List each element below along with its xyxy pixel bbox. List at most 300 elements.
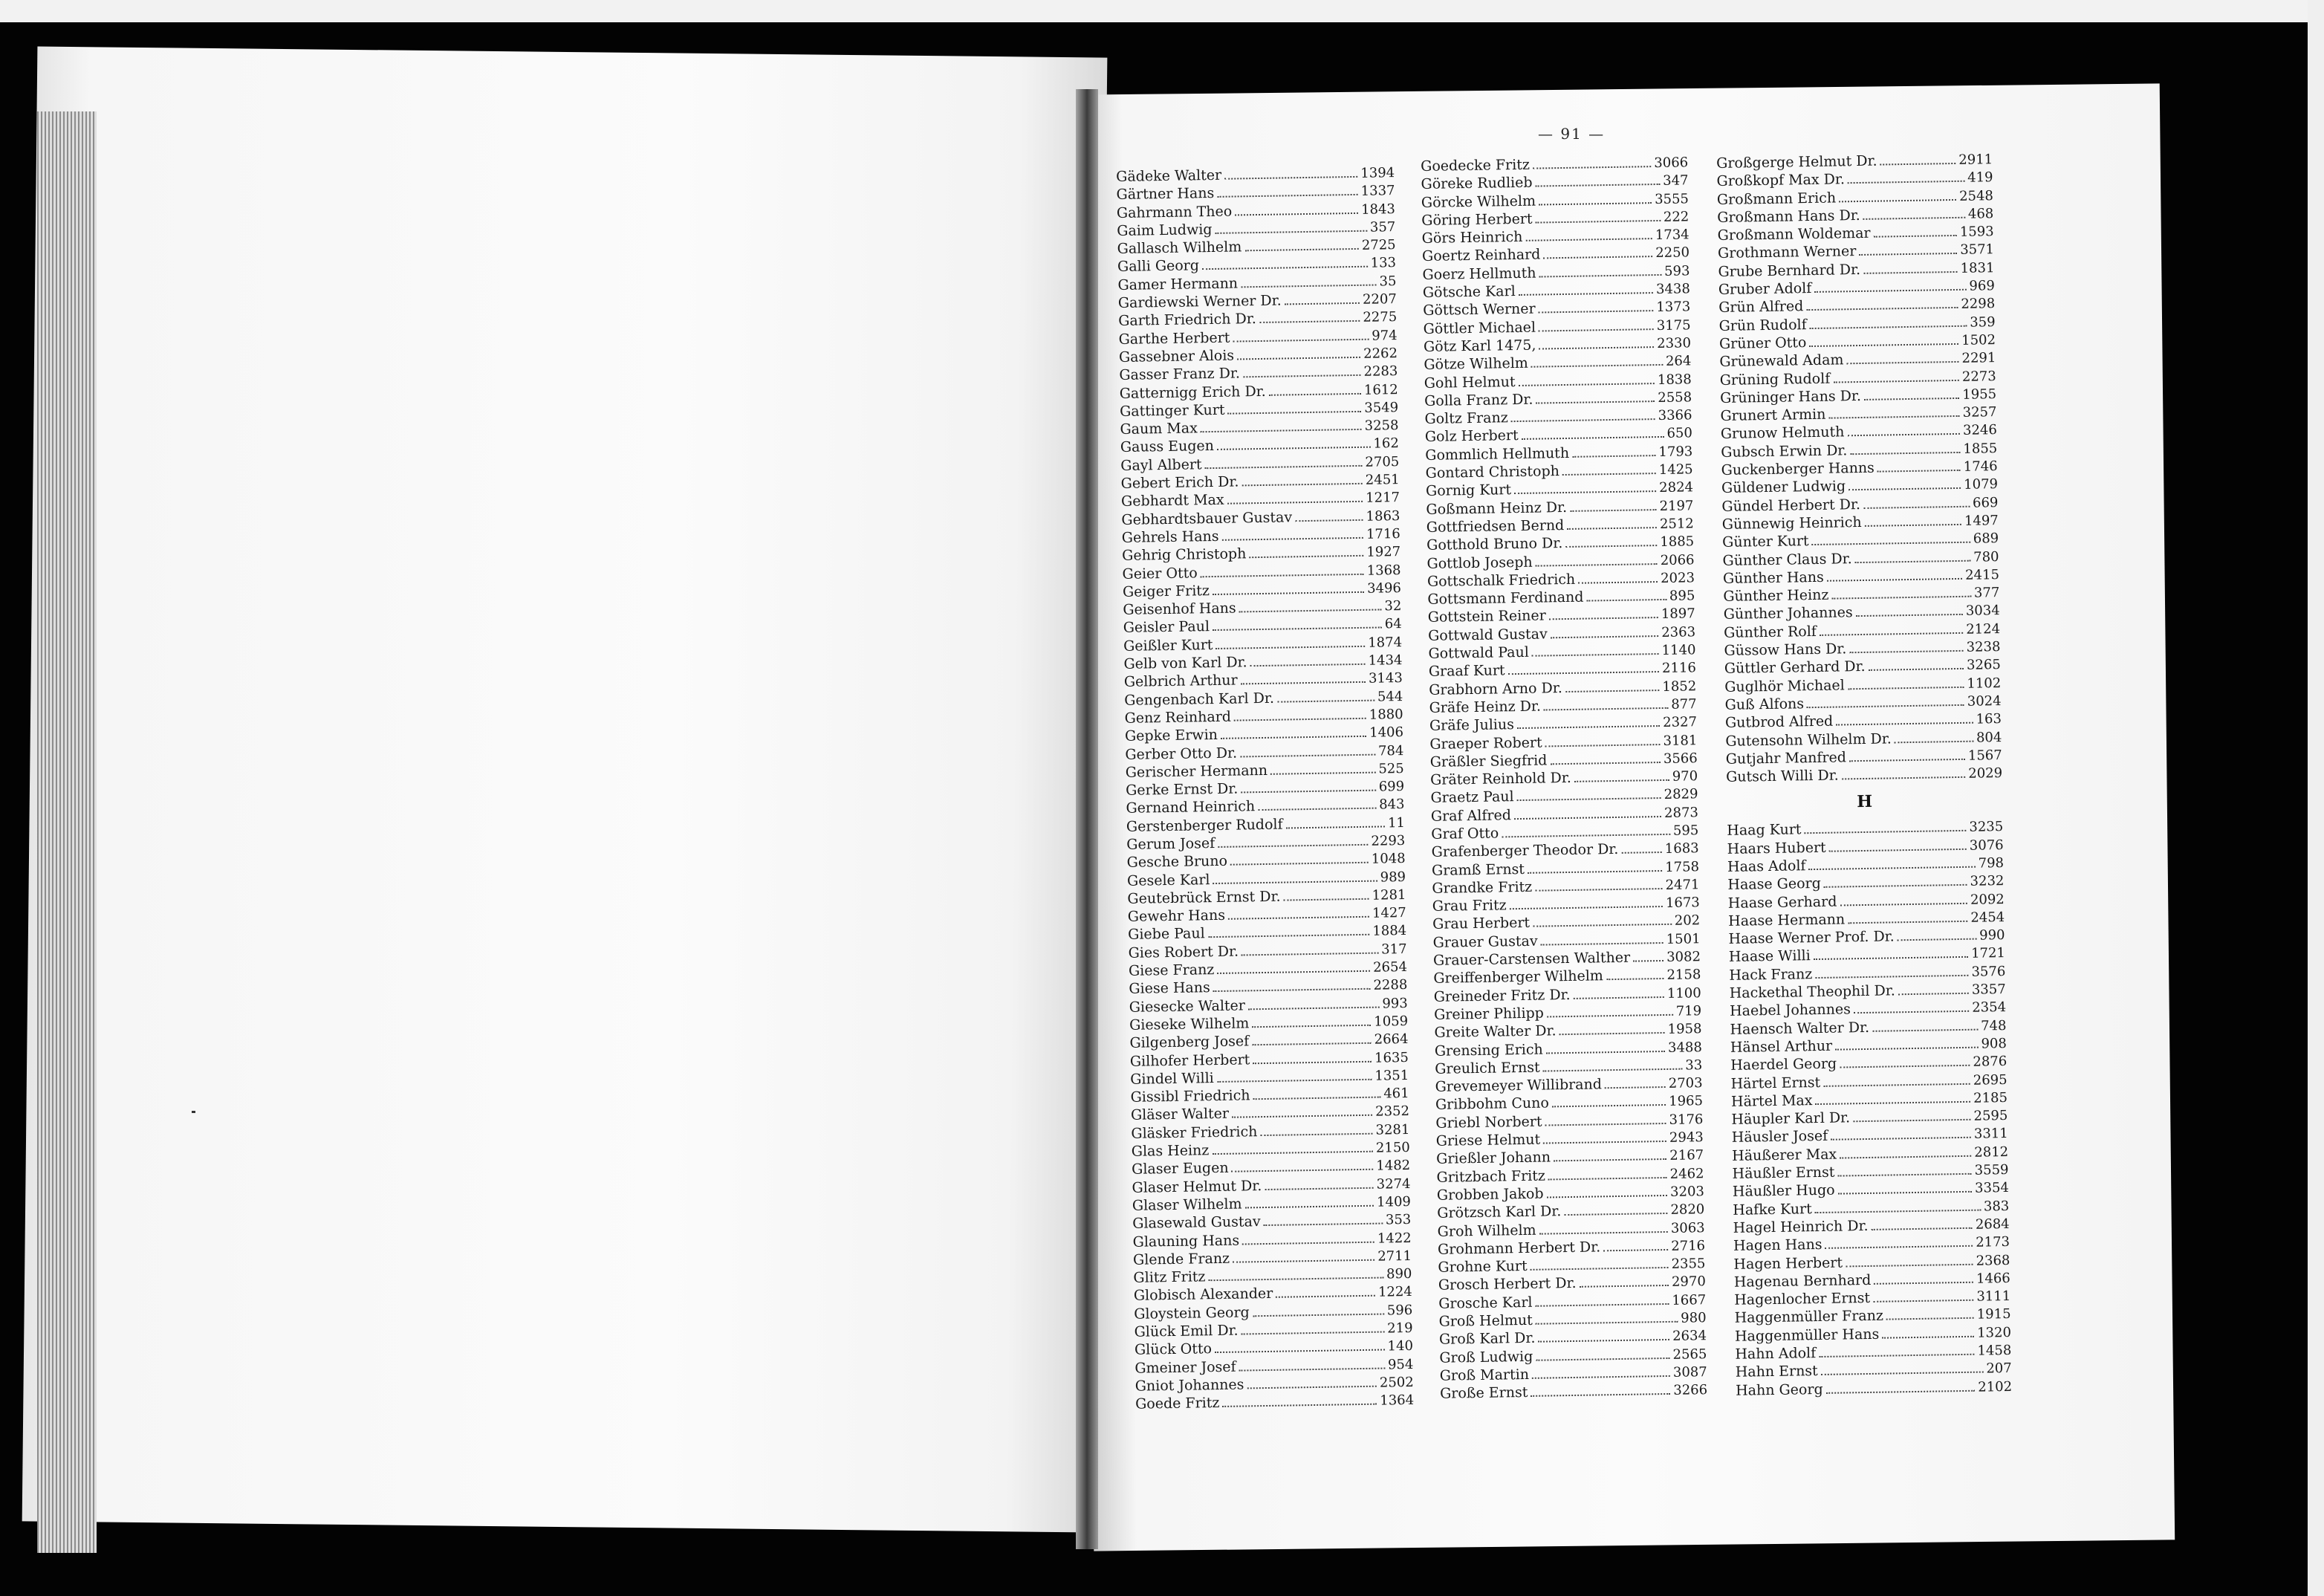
entry-number: 1874	[1368, 634, 1403, 651]
entry-name: Häußler Ernst	[1732, 1164, 1835, 1182]
entry-name: Gribbohm Cuno	[1435, 1094, 1550, 1114]
entry-name: Gamer Hermann	[1117, 275, 1239, 293]
dot-leader	[1277, 699, 1374, 702]
entry-number: 1885	[1660, 533, 1695, 551]
entry-name: Glende Franz	[1132, 1250, 1230, 1268]
entry-name: Gindel Willi	[1130, 1069, 1214, 1088]
entry-number: 2595	[1973, 1108, 2008, 1124]
dot-leader	[1517, 725, 1660, 729]
entry-number: 3034	[1965, 603, 2000, 620]
entry-name: Giese Hans	[1129, 979, 1210, 998]
entry-name: Graeper Robert	[1429, 734, 1542, 753]
dot-leader	[1815, 1209, 1981, 1213]
entry-name: Grüning Rudolf	[1719, 370, 1831, 389]
dot-leader	[1213, 627, 1382, 632]
entry-name: Hafke Kurt	[1733, 1200, 1812, 1219]
dot-leader	[1536, 1321, 1678, 1325]
entry-number: 1364	[1380, 1392, 1415, 1409]
dot-leader	[1567, 527, 1657, 530]
dot-leader	[1538, 1339, 1669, 1343]
entry-number: 2876	[1973, 1054, 2007, 1070]
entry-name: Gilgenberg Josef	[1129, 1033, 1250, 1052]
entry-number: 3576	[1971, 963, 2006, 980]
dot-leader	[1213, 988, 1371, 992]
entry-number: 908	[1981, 1035, 2007, 1052]
dot-leader	[1240, 753, 1375, 757]
entry-number: 3082	[1666, 949, 1701, 965]
entry-number: 780	[1973, 548, 1999, 565]
entry-name: Giese Franz	[1128, 961, 1215, 979]
entry-name: Grüner Otto	[1718, 334, 1807, 352]
dot-leader	[1874, 235, 1957, 238]
entry-number: 353	[1385, 1212, 1412, 1228]
entry-name: Hahn Ernst	[1735, 1363, 1818, 1381]
entry-name: Hahn Adolf	[1735, 1345, 1817, 1363]
dot-leader	[1253, 1060, 1372, 1064]
dot-leader	[1837, 1173, 1971, 1177]
entry-name: Haggenmüller Hans	[1734, 1326, 1880, 1345]
dot-leader	[1536, 220, 1661, 224]
dot-leader	[1848, 686, 1964, 689]
entry-number: 2092	[1970, 891, 2005, 908]
dot-leader	[1854, 1011, 1969, 1013]
dot-leader	[1215, 1349, 1385, 1354]
dot-leader	[1606, 978, 1664, 980]
entry-name: Güldener Ludwig	[1721, 478, 1846, 497]
dot-leader	[1872, 1028, 1978, 1031]
dot-leader	[1840, 1065, 1970, 1068]
entry-name: Goede Fritz	[1135, 1395, 1220, 1412]
entry-name: Gepke Erwin	[1124, 727, 1218, 745]
entry-name: Gubsch Erwin Dr.	[1721, 442, 1848, 461]
entry-number: 2711	[1377, 1248, 1412, 1265]
entry-name: Haerdel Georg	[1730, 1055, 1837, 1074]
entry-name: Götz Karl 1475,	[1423, 337, 1536, 355]
entry-name: Greite Walter Dr.	[1434, 1022, 1557, 1042]
entry-name: Glaser Wilhelm	[1132, 1196, 1242, 1214]
entry-number: 2911	[1958, 152, 1993, 168]
entry-name: Gewehr Hans	[1127, 906, 1226, 926]
dot-leader	[1559, 1032, 1665, 1035]
dot-leader	[1545, 1123, 1666, 1126]
entry-number: 2185	[1973, 1089, 2008, 1106]
entry-name: Gengenbach Karl Dr.	[1124, 690, 1275, 709]
entry-name: Guckenberger Hanns	[1721, 459, 1875, 479]
entry-number: 1683	[1664, 840, 1699, 857]
entry-name: Häußerer Max	[1731, 1146, 1837, 1164]
entry-number: 989	[1380, 869, 1406, 886]
entry-name: Haase Willi	[1728, 947, 1811, 966]
dot-leader	[1823, 1083, 1970, 1086]
entry-name: Geißler Kurt	[1123, 636, 1213, 655]
entry-name: Gornig Kurt	[1425, 481, 1512, 500]
entry-number: 2684	[1975, 1216, 2010, 1233]
entry-name: Gräßler Siegfrid	[1429, 752, 1548, 771]
dot-leader	[1531, 1393, 1670, 1397]
entry-number: 1320	[1976, 1324, 2012, 1341]
entry-name: Günther Rolf	[1723, 623, 1817, 641]
entry-name: Günnewig Heinrich	[1721, 513, 1862, 533]
entry-name: Gruber Adolf	[1718, 280, 1812, 299]
entry-name: Gasser Franz Dr.	[1119, 365, 1241, 384]
dot-leader	[1232, 1115, 1372, 1118]
entry-number: 1884	[1372, 923, 1407, 940]
entry-number: 2664	[1374, 1031, 1409, 1048]
entry-number: 877	[1671, 696, 1697, 713]
dot-leader	[1535, 888, 1662, 892]
dot-leader	[1809, 343, 1958, 347]
dot-leader	[1850, 452, 1960, 455]
dot-leader	[1847, 361, 1959, 364]
scan-border-right	[2308, 0, 2324, 1596]
entry-name: Graf Otto	[1431, 825, 1499, 843]
entry-name: Günther Johannes	[1723, 604, 1853, 623]
entry-name: Grötzsch Karl Dr.	[1437, 1203, 1562, 1222]
dot-leader	[1827, 578, 1962, 582]
dot-leader	[1545, 744, 1661, 747]
entry-number: 219	[1387, 1320, 1413, 1337]
entry-number: 969	[1969, 278, 1995, 294]
dot-leader	[1237, 357, 1360, 360]
dot-leader	[1295, 519, 1363, 521]
entry-name: Groh Wilhelm	[1437, 1222, 1536, 1240]
entry-name: Grießler Johann	[1436, 1149, 1551, 1168]
dot-leader	[1276, 1295, 1375, 1298]
entry-name: Graetz Paul	[1430, 788, 1514, 807]
dot-leader	[1252, 1042, 1371, 1046]
dot-leader	[1840, 902, 1967, 906]
entry-number: 3366	[1658, 407, 1692, 424]
entry-number: 1217	[1366, 490, 1400, 507]
entry-name: Gayl Albert	[1120, 455, 1202, 474]
entry-number: 1612	[1363, 381, 1398, 398]
entry-number: 2298	[1961, 296, 1996, 313]
entry-number: 2262	[1363, 346, 1398, 362]
dot-leader	[1217, 194, 1357, 198]
entry-name: Großmann Erich	[1716, 189, 1837, 208]
entry-number: 2820	[1670, 1201, 1705, 1219]
dot-leader	[1603, 1249, 1668, 1251]
entry-number: 3175	[1656, 317, 1691, 334]
dot-leader	[1554, 1158, 1666, 1161]
entry-name: Gräter Reinhold Dr.	[1429, 770, 1572, 788]
entry-number: 1721	[1970, 945, 2006, 962]
entry-number: 2273	[1961, 368, 1996, 385]
entry-name: Gerke Ernst Dr.	[1125, 780, 1239, 799]
entry-number: 3555	[1654, 190, 1690, 207]
entry-number: 1915	[1976, 1306, 2011, 1323]
entry-name: Groß Ludwig	[1439, 1348, 1533, 1366]
index-column-1	[1116, 163, 1414, 1413]
entry-number: 1734	[1655, 227, 1690, 244]
dot-leader	[1241, 681, 1366, 685]
entry-name: Gmeiner Josef	[1135, 1358, 1236, 1377]
entry-number: 1635	[1374, 1049, 1409, 1066]
dot-leader	[1547, 1195, 1668, 1198]
entry-name: Härtel Ernst	[1730, 1074, 1821, 1092]
entry-number: 748	[1980, 1017, 2007, 1034]
dot-leader	[1227, 501, 1363, 505]
entry-number: 3235	[1969, 819, 2004, 836]
entry-number: 2415	[1964, 566, 2000, 583]
dot-leader	[1539, 346, 1654, 349]
dot-leader	[1241, 1331, 1385, 1335]
entry-number: 3176	[1669, 1111, 1704, 1128]
dot-leader	[1552, 1104, 1666, 1107]
entry-name: Garthe Herbert	[1118, 329, 1230, 348]
entry-number: 843	[1378, 797, 1405, 813]
entry-number: 719	[1675, 1003, 1702, 1019]
entry-name: Glitz Fritz	[1133, 1268, 1206, 1286]
dot-leader	[1807, 704, 1964, 708]
entry-name: Gontard Christoph	[1425, 463, 1560, 481]
dot-leader	[1258, 808, 1376, 811]
dot-leader	[1536, 563, 1658, 567]
dot-leader	[1572, 455, 1655, 458]
entry-number: 347	[1663, 172, 1689, 189]
entry-number: 970	[1672, 768, 1698, 785]
entry-number: 3281	[1375, 1121, 1410, 1138]
entry-number: 689	[1973, 531, 1999, 547]
entry-number: 2023	[1660, 570, 1695, 586]
dot-leader	[1820, 632, 1963, 636]
entry-name: Gramß Ernst	[1431, 860, 1525, 879]
dot-leader	[1514, 490, 1656, 494]
dot-leader	[1217, 447, 1371, 450]
dot-leader	[1548, 1177, 1667, 1181]
entry-number: 3203	[1669, 1184, 1705, 1200]
entry-number: 202	[1674, 912, 1701, 930]
entry-number: 2275	[1363, 309, 1398, 326]
entry-name: Graaf Kurt	[1428, 662, 1505, 681]
entry-name: Grohne Kurt	[1438, 1258, 1528, 1276]
entry-name: Haars Hubert	[1727, 839, 1826, 857]
entry-name: Haggenmüller Franz	[1734, 1308, 1884, 1327]
dot-leader	[1253, 1097, 1381, 1100]
dot-leader	[1212, 1151, 1373, 1155]
dot-leader	[1531, 364, 1663, 368]
dot-leader	[1259, 320, 1360, 323]
entry-name: Gahrmann Theo	[1116, 203, 1233, 221]
entry-name: Gissibl Friedrich	[1130, 1087, 1250, 1106]
entry-number: 2250	[1655, 244, 1690, 262]
dot-leader	[1824, 884, 1967, 888]
entry-name: Grauer-Carstensen Walther	[1432, 949, 1631, 969]
entry-number: 1434	[1368, 652, 1403, 669]
entry-name: Görcke Wilhelm	[1421, 192, 1536, 211]
entry-number: 2970	[1671, 1274, 1706, 1291]
dot-leader	[1833, 379, 1959, 383]
entry-number: 1497	[1964, 513, 1999, 529]
entry-number: 1373	[1656, 299, 1691, 316]
entry-name: Gelb von Karl Dr.	[1123, 654, 1247, 672]
entry-name: Graf Alfred	[1430, 806, 1512, 825]
dot-leader	[1874, 1282, 1973, 1285]
entry-name: Gottfriedsen Bernd	[1426, 516, 1565, 536]
entry-number: 2548	[1958, 187, 1994, 204]
entry-name: Gaum Max	[1120, 420, 1198, 438]
entry-number: 3571	[1960, 241, 1995, 259]
dot-leader	[1859, 253, 1957, 256]
entry-number: 2124	[1966, 620, 2001, 638]
entry-name: Hänsel Arthur	[1730, 1037, 1833, 1056]
entry-number: 3066	[1654, 155, 1689, 172]
entry-name: Gerstenberger Rudolf	[1126, 816, 1283, 835]
dot-leader	[1564, 1213, 1667, 1216]
entry-number: 2066	[1660, 551, 1695, 568]
entry-number: 804	[1976, 729, 2002, 746]
entry-name: Gernand Heinrich	[1126, 798, 1256, 817]
entry-name: Glauning Hans	[1132, 1232, 1240, 1250]
entry-number: 2829	[1664, 786, 1698, 803]
dot-leader	[1806, 307, 1958, 311]
entry-number: 699	[1378, 779, 1405, 795]
entry-name: Gebert Erich Dr.	[1120, 473, 1239, 492]
dot-leader	[1539, 310, 1654, 313]
entry-number: 32	[1384, 598, 1402, 614]
dot-leader	[1574, 996, 1664, 999]
dot-leader	[1511, 418, 1655, 422]
entry-name: Günter Kurt	[1722, 533, 1809, 551]
entry-name: Hahn Georg	[1735, 1381, 1823, 1399]
entry-number: 2512	[1659, 516, 1694, 532]
entry-number: 2288	[1373, 977, 1408, 994]
entry-number: 2705	[1365, 453, 1400, 470]
entry-name: Glück Otto	[1134, 1340, 1213, 1359]
entry-number: 461	[1383, 1086, 1409, 1102]
entry-name: Greiffenberger Wilhelm	[1433, 967, 1604, 987]
entry-number: 1667	[1672, 1291, 1707, 1308]
entry-number: 377	[1973, 585, 2000, 601]
entry-name: Globisch Alexander	[1133, 1285, 1273, 1305]
dot-leader	[1201, 429, 1362, 432]
entry-number: 1351	[1374, 1067, 1409, 1084]
entry-number: 2354	[1972, 999, 2007, 1016]
entry-number: 317	[1381, 941, 1407, 958]
entry-name: Grunert Armin	[1720, 406, 1826, 425]
entry-name: Göreke Rudlieb	[1421, 174, 1533, 193]
entry-number: 1716	[1366, 525, 1400, 542]
entry-number: 2368	[1976, 1252, 2010, 1269]
dot-leader	[1517, 797, 1661, 801]
entry-name: Gesche Bruno	[1126, 853, 1228, 872]
entry-number: 3566	[1663, 750, 1698, 767]
entry-number: 1224	[1377, 1284, 1412, 1301]
dot-leader	[1285, 302, 1360, 305]
entry-name: Gebhardt Max	[1120, 492, 1224, 510]
dot-leader	[1264, 1223, 1383, 1227]
dot-leader	[1856, 614, 1963, 617]
entry-number: 1406	[1369, 724, 1404, 741]
entry-number: 64	[1384, 616, 1402, 632]
dot-leader	[1260, 1132, 1372, 1135]
dot-leader	[1873, 1300, 1973, 1303]
dot-leader	[1872, 1227, 1973, 1230]
entry-number: 2725	[1361, 237, 1396, 254]
dot-leader	[1539, 328, 1654, 331]
entry-name: Häusler Josef	[1731, 1128, 1828, 1146]
section-letter-heading: H	[1857, 792, 1873, 812]
entry-number: 2451	[1365, 472, 1400, 488]
entry-name: Giebe Paul	[1128, 925, 1205, 944]
entry-name: Gräfe Julius	[1429, 716, 1515, 735]
page-number: — 91 —	[1538, 125, 1606, 143]
entry-name: Glaser Helmut Dr.	[1132, 1177, 1262, 1196]
dot-leader	[1235, 212, 1358, 215]
dot-leader	[1809, 866, 1976, 871]
entry-number: 2634	[1672, 1328, 1707, 1345]
entry-name: Glasewald Gustav	[1132, 1213, 1261, 1233]
dot-leader	[1539, 274, 1662, 278]
entry-number: 1927	[1366, 544, 1401, 560]
entry-number: 2355	[1671, 1256, 1706, 1272]
entry-number: 3357	[1971, 982, 2006, 998]
dot-leader	[1831, 596, 1971, 600]
dot-leader	[1815, 975, 1968, 979]
entry-number: 2158	[1666, 967, 1701, 984]
dot-leader	[1510, 906, 1663, 909]
entry-name: Groß Karl Dr.	[1438, 1330, 1536, 1349]
dot-leader	[1536, 1303, 1669, 1307]
dot-leader	[1848, 921, 1967, 924]
dot-leader	[1514, 816, 1661, 820]
entry-name: Gniot Johannes	[1135, 1376, 1244, 1395]
entry-number: 3258	[1364, 418, 1399, 434]
dot-leader	[1831, 1137, 1971, 1141]
dot-leader	[1239, 609, 1382, 613]
entry-name: Großgerge Helmut Dr.	[1716, 152, 1877, 172]
entry-number: 2207	[1362, 291, 1397, 308]
dot-leader	[1816, 1101, 1971, 1105]
entry-number: 2654	[1372, 959, 1408, 976]
entry-name: Gesele Karl	[1126, 871, 1210, 889]
entry-name: Gerischer Hermann	[1125, 762, 1268, 781]
dot-leader	[1898, 938, 1976, 941]
index-column-2	[1421, 153, 1707, 1403]
entry-number: 980	[1681, 1310, 1707, 1326]
dot-leader	[1886, 1317, 1974, 1320]
entry-name: Grohmann Herbert Dr.	[1437, 1239, 1601, 1258]
entry-number: 2873	[1664, 804, 1699, 821]
entry-name: Hack Franz	[1729, 965, 1813, 984]
entry-name: Greulich Ernst	[1435, 1059, 1540, 1077]
entry-name: Grunow Helmuth	[1720, 424, 1845, 443]
entry-name: Gieseke Wilhelm	[1129, 1015, 1250, 1034]
entry-number: 1863	[1366, 507, 1400, 525]
entry-name: Greineder Fritz Dr.	[1433, 986, 1571, 1005]
dot-leader	[1847, 433, 1960, 436]
entry-name: Hagenau Bernhard	[1733, 1271, 1872, 1291]
entry-number: 140	[1387, 1338, 1414, 1355]
dot-leader	[1502, 834, 1670, 838]
left-page-blank	[22, 47, 1108, 1533]
entry-number: 1958	[1667, 1021, 1702, 1038]
dot-leader	[1863, 271, 1958, 274]
entry-number: 3438	[1655, 281, 1690, 298]
entry-name: Grevemeyer Willibrand	[1435, 1076, 1603, 1095]
entry-number: 35	[1379, 273, 1397, 290]
entry-name: Gutbrod Alfred	[1724, 713, 1834, 732]
entry-number: 1855	[1963, 440, 1998, 457]
entry-name: Goedecke Fritz	[1421, 156, 1531, 175]
dot-leader	[1863, 505, 1970, 508]
dot-leader	[1241, 790, 1375, 794]
entry-name: Göttler Michael	[1423, 319, 1536, 337]
entry-number: 784	[1377, 742, 1404, 759]
entry-name: Goltz Franz	[1424, 409, 1508, 428]
entry-name: Grauer Gustav	[1432, 932, 1538, 951]
entry-name: Gärtner Hans	[1116, 185, 1215, 204]
